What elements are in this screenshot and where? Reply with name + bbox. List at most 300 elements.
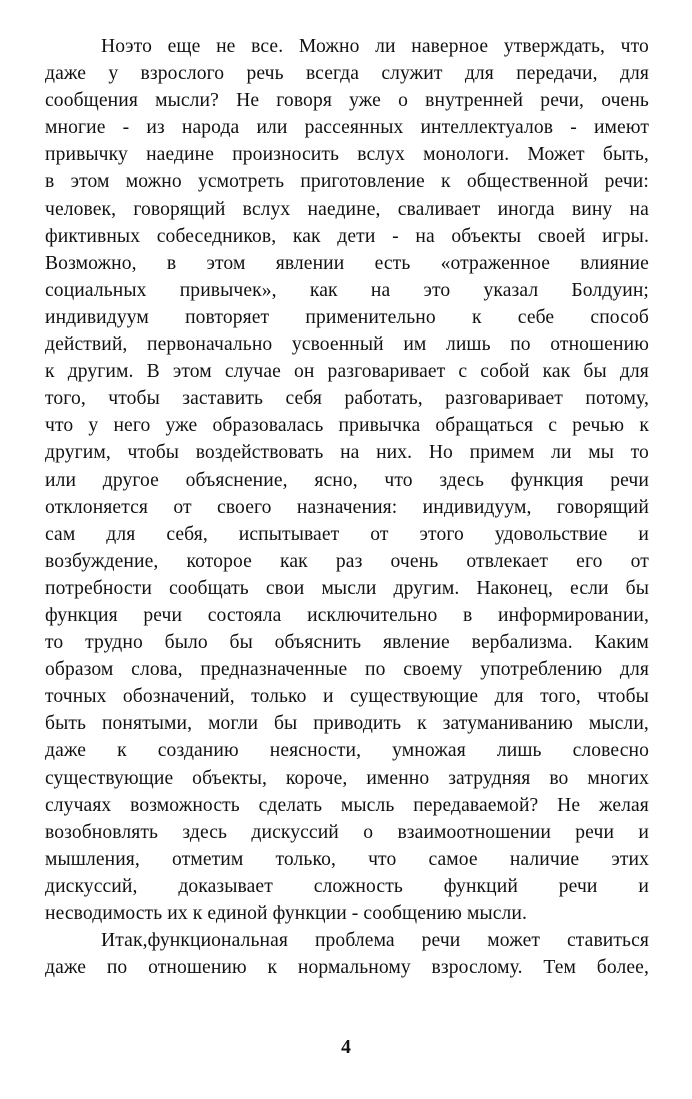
- line-word: это: [125, 36, 152, 57]
- line-word: о: [363, 821, 374, 843]
- line-word: случае: [224, 361, 281, 383]
- line-word: работать,: [344, 388, 423, 410]
- line-word: от: [173, 496, 192, 518]
- text-line: [45, 548, 649, 575]
- line-word: функций: [443, 875, 518, 897]
- line-word: к: [267, 957, 278, 979]
- text-line: [45, 60, 649, 87]
- line-word: взрослого: [140, 63, 225, 85]
- line-word: еще: [167, 36, 201, 57]
- line-word: именно: [366, 767, 430, 789]
- line-word: для: [464, 63, 494, 85]
- line-word: затуманиванию: [442, 713, 573, 735]
- line-word: общественной: [466, 171, 589, 193]
- line-word: как: [280, 550, 308, 572]
- line-word: сделать: [258, 794, 323, 816]
- line-word: для: [494, 686, 524, 708]
- line-word: функциональная: [147, 930, 289, 952]
- line-word: Можно: [298, 36, 360, 57]
- line-word: отметим: [172, 848, 244, 870]
- line-word: Но: [101, 36, 126, 57]
- line-word: него: [113, 415, 151, 437]
- line-word: о: [398, 90, 408, 112]
- text-line: [45, 304, 649, 331]
- line-word: способ: [590, 306, 649, 328]
- line-word: Не: [557, 794, 581, 816]
- line-word: то: [45, 632, 64, 654]
- line-word: индивидуум,: [422, 496, 532, 518]
- line-word: могли: [208, 713, 259, 735]
- line-word: к: [639, 415, 649, 437]
- text-line: [45, 277, 649, 304]
- line-word: индивидуум: [45, 306, 149, 328]
- line-word: бы: [273, 713, 298, 735]
- line-word: игры.: [602, 225, 649, 247]
- line-word: наедине,: [307, 198, 381, 220]
- line-word: неясности,: [269, 740, 362, 762]
- line-word: проблема: [314, 930, 395, 952]
- line-word: сложность: [313, 875, 403, 897]
- text-line: [45, 250, 649, 277]
- line-word: которое: [186, 550, 252, 572]
- line-word: речи: [558, 875, 598, 897]
- line-word: народа: [181, 117, 240, 139]
- line-word: своей: [537, 225, 586, 247]
- line-word: приготовление: [300, 171, 425, 193]
- line-word: передаваемой?: [413, 794, 539, 816]
- line-word: функция: [45, 604, 118, 626]
- line-word: своего: [217, 496, 272, 518]
- line-word: вслух: [357, 144, 405, 166]
- text-line: [45, 331, 649, 358]
- line-word: точных: [45, 686, 107, 708]
- line-word: или: [45, 469, 77, 491]
- line-word: что: [368, 848, 397, 870]
- line-word: произносить: [232, 144, 340, 166]
- line-word: им: [403, 334, 427, 356]
- line-word: себя,: [166, 523, 208, 545]
- line-word: привычек»,: [179, 279, 277, 301]
- line-word: Не: [236, 90, 260, 112]
- line-word: мысли: [321, 577, 377, 599]
- line-word: понятыми,: [101, 713, 193, 735]
- line-word: разговаривает: [445, 388, 563, 410]
- line-word: словесно: [572, 740, 649, 762]
- line-word: рассеянных: [304, 117, 404, 139]
- line-word: быть: [45, 713, 87, 735]
- line-word: внутренней: [425, 90, 524, 112]
- line-word: и: [638, 875, 649, 897]
- line-word: многие: [45, 117, 106, 139]
- line-word: привычка: [338, 415, 421, 437]
- line-word: самое: [428, 848, 478, 870]
- text-line: [45, 358, 649, 385]
- line-word: возобновлять: [45, 821, 159, 843]
- line-word: и: [322, 686, 334, 708]
- line-word: дискуссий: [251, 821, 339, 843]
- line-word: Каким: [594, 632, 649, 654]
- text-line: [45, 765, 649, 792]
- line-word: у: [108, 63, 119, 85]
- line-word: фиктивных: [45, 225, 141, 247]
- line-word: взрослому.: [431, 957, 523, 979]
- line-word: отношению: [148, 957, 247, 979]
- line-word: человек,: [45, 198, 117, 220]
- line-word: только: [251, 686, 307, 708]
- text-line: [45, 683, 649, 710]
- line-word: объяснить: [274, 632, 362, 654]
- line-word: этого: [419, 523, 464, 545]
- line-word: взаимоотношении: [397, 821, 551, 843]
- line-word: повторяет: [185, 306, 270, 328]
- line-word: мы: [588, 442, 614, 464]
- line-word: раз: [335, 550, 363, 572]
- line-word: сообщения: [45, 90, 138, 112]
- line-word: бы: [583, 361, 607, 383]
- line-word: потому,: [585, 388, 649, 410]
- line-word: его: [576, 550, 603, 572]
- text-line: [45, 521, 649, 548]
- line-word: это: [423, 279, 451, 301]
- line-word: образом: [45, 659, 114, 681]
- line-word: короче,: [285, 767, 348, 789]
- paragraph: [45, 927, 649, 981]
- line-word: желая: [598, 794, 649, 816]
- line-word: сваливает: [397, 198, 481, 220]
- text-line: [45, 467, 649, 494]
- line-word: усвоенный: [291, 334, 384, 356]
- text-line: [45, 954, 649, 981]
- text-line: [45, 385, 649, 412]
- line-word: объекты: [451, 225, 522, 247]
- line-word: другим.: [393, 577, 460, 599]
- line-word: привычку: [45, 144, 128, 166]
- line-word: отвлекает: [466, 550, 549, 572]
- line-word: с: [548, 415, 558, 437]
- line-word: речи: [143, 604, 183, 626]
- line-word: вербализма.: [471, 632, 573, 654]
- text-line: [45, 629, 649, 656]
- line-word: с: [458, 361, 468, 383]
- line-word: только,: [275, 848, 336, 870]
- line-word: для: [619, 361, 649, 383]
- line-word: Итак,: [101, 930, 148, 952]
- line-word: наличие: [509, 848, 580, 870]
- text-line: [45, 710, 649, 737]
- line-word: мысль: [340, 794, 395, 816]
- line-word: возбуждение,: [45, 550, 159, 572]
- line-word: Но: [428, 442, 453, 464]
- line-word: речи:: [604, 171, 649, 193]
- line-word: обозначений,: [122, 686, 235, 708]
- line-word: явлении: [275, 252, 345, 274]
- line-word: для: [619, 63, 649, 85]
- line-word: и: [638, 821, 649, 843]
- text-line: [45, 114, 649, 141]
- line-word: из: [146, 117, 165, 139]
- line-word: существующие: [349, 686, 479, 708]
- line-word: примем: [469, 442, 535, 464]
- line-word: вину: [571, 198, 613, 220]
- line-word: все.: [251, 36, 284, 57]
- line-word: было: [164, 632, 208, 654]
- text-line: [45, 737, 649, 764]
- line-word: удовольствие: [494, 523, 608, 545]
- line-word: на: [629, 198, 649, 220]
- line-word: к: [45, 361, 55, 383]
- text-line: [45, 412, 649, 439]
- text-line: [45, 87, 649, 114]
- line-word: возможность: [130, 794, 240, 816]
- line-word: мысли,: [588, 713, 649, 735]
- line-word: говорящий: [556, 496, 649, 518]
- line-word: монологи.: [423, 144, 510, 166]
- line-remainder: [125, 33, 649, 60]
- line-word: в: [166, 252, 177, 274]
- line-word: как: [309, 279, 338, 301]
- line-word: здесь: [439, 469, 485, 491]
- line-word: лишь: [496, 740, 542, 762]
- line-word: к: [440, 171, 451, 193]
- line-word: мысли?: [155, 90, 219, 112]
- line-word: как: [292, 225, 321, 247]
- text-line: [45, 575, 649, 602]
- text-line: [45, 602, 649, 629]
- line-word: от: [630, 550, 649, 572]
- line-word: разговаривает: [327, 361, 446, 383]
- line-word: -: [122, 117, 130, 139]
- line-word: даже: [45, 63, 87, 85]
- line-word: трудно: [85, 632, 143, 654]
- line-word: применительно: [305, 306, 436, 328]
- line-word: уже: [349, 90, 381, 112]
- text-line: [45, 494, 649, 521]
- line-word: к: [417, 713, 427, 735]
- line-word: по: [106, 957, 128, 979]
- line-word: всегда: [305, 63, 360, 85]
- line-word: быть,: [602, 144, 649, 166]
- line-word: социальных: [45, 279, 147, 301]
- line-word: отношению: [550, 334, 649, 356]
- line-word: передачи,: [516, 63, 598, 85]
- line-word: очень: [390, 550, 439, 572]
- text-line: [45, 223, 649, 250]
- page-number: 4: [341, 1037, 351, 1058]
- line-word: того,: [540, 686, 581, 708]
- line-text: несводимость их к единой функции - сообщению мысли.: [45, 903, 527, 924]
- line-word: наедине: [146, 144, 215, 166]
- page-text-body: [45, 33, 649, 981]
- text-line: [45, 196, 649, 223]
- line-word: другим.: [67, 361, 134, 383]
- line-word: для: [619, 659, 649, 681]
- line-word: речи: [610, 469, 649, 491]
- line-word: что: [45, 415, 74, 437]
- line-word: информировании,: [498, 604, 649, 626]
- line-word: Может: [527, 144, 585, 166]
- line-word: Возможно,: [45, 252, 137, 274]
- line-word: заставить: [182, 388, 264, 410]
- line-word: не: [216, 36, 236, 57]
- line-word: к: [117, 740, 127, 762]
- line-word: предназначенные: [200, 659, 348, 681]
- line-word: вслух: [242, 198, 291, 220]
- line-word: объекты,: [192, 767, 267, 789]
- line-word: нормальному: [297, 957, 411, 979]
- line-word: иногда: [497, 198, 555, 220]
- line-word: дети: [337, 225, 376, 247]
- text-line: [45, 168, 649, 195]
- line-word: наверное: [411, 36, 489, 57]
- line-word: более,: [596, 957, 649, 979]
- line-word: «отраженное: [440, 252, 551, 274]
- line-word: действий,: [45, 334, 128, 356]
- line-word: ли: [551, 442, 572, 464]
- line-word: многих: [587, 767, 649, 789]
- line-word: как: [542, 361, 571, 383]
- line-word: чтобы: [597, 686, 649, 708]
- line-word: то: [630, 442, 649, 464]
- line-word: бы: [229, 632, 253, 654]
- text-line: [45, 927, 649, 954]
- line-word: -: [392, 225, 399, 247]
- line-word: если: [570, 577, 609, 599]
- line-word: случаях: [45, 794, 112, 816]
- line-word: употреблению: [480, 659, 603, 681]
- line-word: речью: [572, 415, 625, 437]
- line-word: ставиться: [566, 930, 649, 952]
- text-line: [45, 819, 649, 846]
- paragraph: [45, 33, 649, 927]
- line-word: по: [365, 659, 386, 681]
- line-word: свои: [265, 577, 305, 599]
- line-word: очень: [601, 90, 649, 112]
- line-word: существующие: [45, 767, 174, 789]
- line-word: образовалась: [212, 415, 324, 437]
- line-word: ли: [375, 36, 396, 57]
- line-word: имеют: [593, 117, 649, 139]
- line-word: сам: [45, 523, 76, 545]
- line-word: Наконец,: [476, 577, 553, 599]
- line-word: для: [106, 523, 136, 545]
- line-word: исключительно: [307, 604, 438, 626]
- line-word: объяснение,: [185, 469, 288, 491]
- line-word: по: [510, 334, 531, 356]
- line-word: приводить: [313, 713, 402, 735]
- line-word: Тем: [543, 957, 577, 979]
- line-word: них.: [376, 442, 413, 464]
- line-word: служит: [381, 63, 443, 85]
- line-word: умножая: [392, 740, 466, 762]
- line-word: в: [463, 604, 473, 626]
- line-word: даже: [45, 957, 87, 979]
- line-word: того,: [45, 388, 86, 410]
- line-word: речь: [246, 63, 284, 85]
- line-word: мышления,: [45, 848, 140, 870]
- line-word: собой: [480, 361, 530, 383]
- text-line: [45, 141, 649, 168]
- text-line: [45, 656, 649, 683]
- line-word: назначения:: [296, 496, 398, 518]
- line-word: на: [370, 279, 391, 301]
- line-word: -: [570, 117, 577, 139]
- line-word: функция: [510, 469, 584, 491]
- line-word: этом: [206, 252, 246, 274]
- line-word: у: [88, 415, 99, 437]
- line-word: на: [340, 442, 360, 464]
- line-word: В: [146, 361, 160, 383]
- line-word: речи: [421, 930, 461, 952]
- line-word: интеллектуалов: [420, 117, 554, 139]
- line-word: здесь: [182, 821, 228, 843]
- line-word: себе: [517, 306, 555, 328]
- line-word: от: [370, 523, 389, 545]
- line-word: ясно,: [314, 469, 358, 491]
- line-word: говорящий: [133, 198, 226, 220]
- line-word: лишь: [445, 334, 491, 356]
- line-word: этом: [70, 171, 110, 193]
- text-line: [45, 792, 649, 819]
- line-word: на: [415, 225, 435, 247]
- line-word: утверждать,: [503, 36, 605, 57]
- line-word: речи: [575, 821, 615, 843]
- line-word: говоря: [276, 90, 332, 112]
- line-word: указал: [483, 279, 539, 301]
- line-word: другим,: [45, 442, 111, 464]
- line-remainder: [148, 927, 649, 954]
- line-word: явление: [382, 632, 450, 654]
- line-word: доказывает: [178, 875, 273, 897]
- line-word: сообщать: [168, 577, 249, 599]
- text-line: [45, 846, 649, 873]
- line-word: этих: [611, 848, 649, 870]
- text-line: [45, 900, 649, 927]
- text-line: [45, 33, 649, 60]
- line-word: состояла: [207, 604, 282, 626]
- line-word: своему: [403, 659, 463, 681]
- line-word: чтобы: [108, 388, 160, 410]
- line-word: может: [487, 930, 541, 952]
- line-word: бы: [625, 577, 649, 599]
- line-word: затрудняя: [448, 767, 531, 789]
- line-word: влияние: [580, 252, 649, 274]
- line-word: слова,: [131, 659, 183, 681]
- line-word: потребности: [45, 577, 152, 599]
- line-word: в: [45, 171, 55, 193]
- line-word: или: [256, 117, 288, 139]
- line-word: первоначально: [147, 334, 273, 356]
- line-word: созданию: [157, 740, 239, 762]
- line-word: отклоняется: [45, 496, 149, 518]
- line-word: собеседников,: [156, 225, 277, 247]
- line-word: Болдуин;: [571, 279, 649, 301]
- line-word: чтобы: [127, 442, 180, 464]
- line-word: есть: [374, 252, 411, 274]
- line-word: он: [294, 361, 315, 383]
- line-word: другое: [102, 469, 159, 491]
- line-word: к: [471, 306, 482, 328]
- line-word: даже: [45, 740, 87, 762]
- line-word: что: [620, 36, 649, 57]
- line-word: усмотреть: [197, 171, 285, 193]
- line-word: уже: [165, 415, 198, 437]
- line-word: себя: [285, 388, 323, 410]
- line-word: воздействовать: [195, 442, 324, 464]
- line-word: речи,: [540, 90, 585, 112]
- line-word: этом: [172, 361, 212, 383]
- line-word: дискуссий,: [45, 875, 138, 897]
- line-word: во: [549, 767, 569, 789]
